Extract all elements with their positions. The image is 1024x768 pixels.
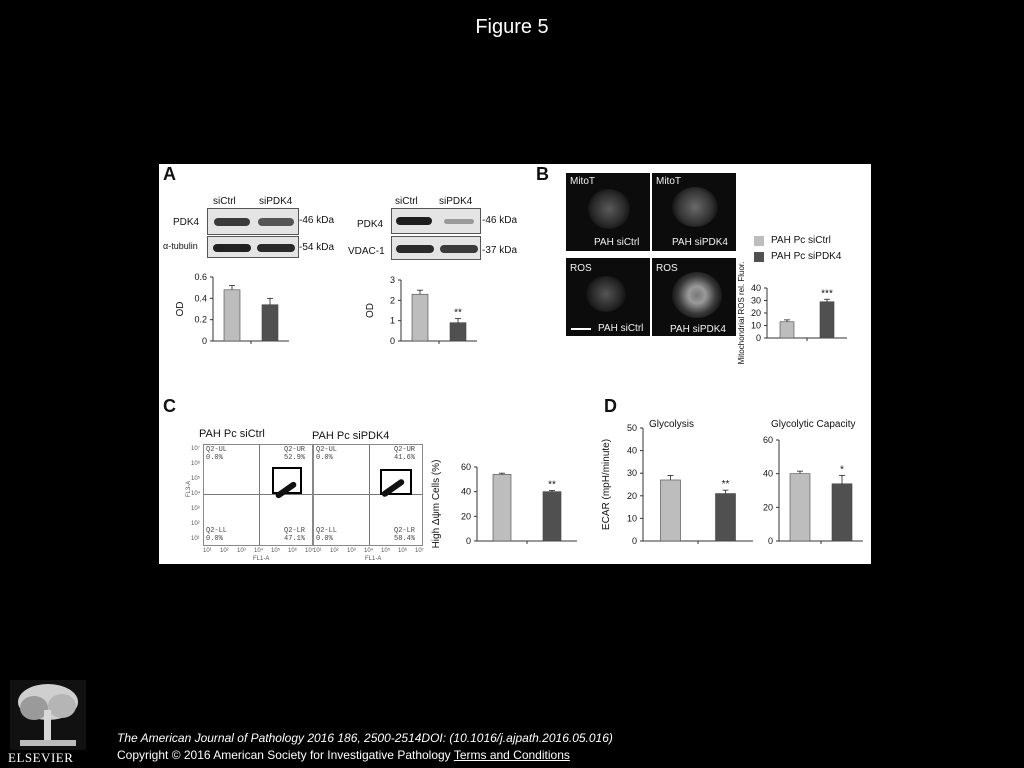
significance-label: ** <box>454 307 462 319</box>
micrograph-stain-label: MitoT <box>656 176 681 187</box>
facs-x-tick-label: 10⁷ <box>415 548 424 554</box>
y-tick-label: 20 <box>626 490 637 501</box>
panel-c-letter: C <box>163 396 176 416</box>
y-tick-label: 0 <box>767 536 773 546</box>
facs-y-tick-label: 10⁷ <box>191 446 200 452</box>
blot2-kda-label: -46 kDa <box>482 215 518 226</box>
quadrant-label-lr: Q2-LR 47.1% <box>284 527 306 543</box>
bar-chart-d2 <box>763 419 863 546</box>
bar <box>262 305 278 341</box>
facs-y-tick-label: 10⁴ <box>191 491 201 497</box>
micrograph-stain-label: ROS <box>570 263 592 274</box>
blot2-protein-label: PDK4 <box>357 219 384 230</box>
blot2-lane-label: siCtrl <box>395 196 418 207</box>
blot1-lane-label: siCtrl <box>213 196 236 207</box>
y-tick-label: 50 <box>626 423 637 433</box>
chart-title: Glycolytic Capacity <box>771 419 856 430</box>
blot1-protein-label: PDK4 <box>173 217 200 228</box>
bar <box>543 492 561 541</box>
quadrant-label-ur: Q2-UR 52.9% <box>284 446 306 462</box>
bar-charts-layer <box>159 164 871 564</box>
facs-x-tick-label: 10⁶ <box>398 548 408 554</box>
terms-link[interactable]: Terms and Conditions <box>453 748 570 762</box>
y-axis-label: OD <box>175 301 186 317</box>
blot2-lane-label: siPDK4 <box>439 196 473 207</box>
panel-d-letter: D <box>604 396 617 416</box>
micrograph-stain-label: ROS <box>656 263 678 274</box>
y-tick-label: 0 <box>465 536 471 546</box>
facs-x-tick-label: 10¹ <box>203 548 212 554</box>
y-tick-label: 40 <box>460 486 471 497</box>
y-tick-label: 1 <box>389 315 395 326</box>
blot1-kda-label: -54 kDa <box>299 242 335 253</box>
significance-label: *** <box>821 288 833 300</box>
facs-x-axis-label: FL1-A <box>253 556 270 562</box>
bar <box>412 294 428 341</box>
blot2-kda-label: -37 kDa <box>482 245 518 256</box>
facs-x-tick-label: 10² <box>220 548 229 554</box>
quadrant-label-ll: Q2-LL 0.0% <box>206 527 228 543</box>
bar <box>790 474 810 541</box>
quadrant-label-ur: Q2-UR 41.6% <box>394 446 416 462</box>
copyright-line <box>117 748 570 762</box>
micrograph-stain-label: MitoT <box>570 176 595 187</box>
y-tick-label: 0 <box>631 536 637 546</box>
quadrant-label-ul: Q2-UL 0.0% <box>316 446 338 462</box>
facs-x-tick-label: 10³ <box>237 548 246 554</box>
significance-label: ** <box>721 479 730 491</box>
y-tick-label: 40 <box>626 445 637 456</box>
y-tick-label: 60 <box>762 435 773 445</box>
y-tick-label: 10 <box>750 320 761 331</box>
legend-label: PAH Pc siPDK4 <box>771 251 842 262</box>
y-tick-label: 10 <box>626 513 637 524</box>
bar <box>493 474 511 541</box>
facs-x-tick-label: 10⁴ <box>364 548 374 554</box>
facs-x-tick-label: 10⁵ <box>381 548 391 554</box>
y-tick-label: 0 <box>755 333 761 343</box>
y-tick-label: 60 <box>460 462 471 472</box>
bar <box>832 484 852 541</box>
quadrant-label-ul: Q2-UL 0.0% <box>206 446 228 462</box>
quadrant-label-ll: Q2-LL 0.0% <box>316 527 338 543</box>
bar <box>716 494 736 541</box>
facs-y-tick-label: 10⁶ <box>191 461 201 467</box>
quadrant-label-lr: Q2-LR 58.4% <box>394 527 416 543</box>
y-tick-label: 0 <box>201 336 207 346</box>
y-tick-label: 0.2 <box>194 314 207 325</box>
panel-a-letter: A <box>163 164 176 184</box>
facs-x-tick-label: 10⁴ <box>254 548 264 554</box>
facs-plot-title: PAH Pc siPDK4 <box>312 430 390 442</box>
y-tick-label: 20 <box>460 511 471 522</box>
bar <box>780 322 794 338</box>
blot1-protein-label: α-tubulin <box>163 241 198 251</box>
bar <box>224 290 240 341</box>
y-tick-label: 2 <box>389 295 395 306</box>
copyright-text: Copyright © 2016 American Society for Investigative Pathology <box>117 748 451 762</box>
significance-label: * <box>840 464 844 476</box>
micrograph-condition-label: PAH siCtrl <box>598 323 644 334</box>
facs-x-tick-label: 10¹ <box>313 548 322 554</box>
facs-x-tick-label: 10² <box>330 548 339 554</box>
y-tick-label: 0.6 <box>194 272 207 282</box>
figure-panel <box>159 164 871 564</box>
elsevier-logo <box>10 680 86 764</box>
slide-title: Figure 5 <box>475 16 549 38</box>
facs-x-tick-label: 10³ <box>347 548 356 554</box>
y-tick-label: 20 <box>750 308 761 318</box>
facs-y-tick-label: 10³ <box>191 506 200 512</box>
legend-label: PAH Pc siCtrl <box>771 235 831 246</box>
facs-y-tick-label: 10¹ <box>191 536 200 542</box>
bar <box>450 323 466 341</box>
citation: The American Journal of Pathology 2016 186, 2500-2514DOI: (10.1016/j.ajpath.2016.05.016) <box>117 731 613 745</box>
facs-x-tick-label: 10⁷ <box>305 548 314 554</box>
y-tick-label: 30 <box>750 295 761 306</box>
y-axis-label: Mitochondrial ROS rel. Fluor. <box>737 261 746 365</box>
facs-x-axis-label: FL1-A <box>365 556 382 562</box>
facs-plot-title: PAH Pc siCtrl <box>199 428 265 440</box>
micrograph-condition-label: PAH siPDK4 <box>672 237 728 248</box>
y-tick-label: 30 <box>626 468 637 479</box>
significance-label: ** <box>548 479 556 491</box>
blot1-kda-label: -46 kDa <box>299 215 335 226</box>
citation-text <box>117 731 613 745</box>
blot1-lane-label: siPDK4 <box>259 196 293 207</box>
bar-chart-b <box>737 262 847 365</box>
bar <box>820 302 834 338</box>
bar-chart-d1 <box>601 419 753 546</box>
y-axis-label: OD <box>365 303 376 318</box>
bar <box>661 480 681 541</box>
bar-chart-a1 <box>175 272 289 346</box>
blot2-protein-label: VDAC-1 <box>348 246 385 257</box>
y-tick-label: 0 <box>389 336 395 346</box>
y-tick-label: 40 <box>762 468 773 479</box>
facs-x-tick-label: 10⁶ <box>288 548 298 554</box>
facs-x-tick-label: 10⁵ <box>271 548 281 554</box>
facs-y-tick-label: 10⁵ <box>191 476 201 482</box>
facs-y-tick-label: 10² <box>191 521 200 527</box>
elsevier-tree-icon <box>10 680 86 750</box>
bar-chart-c <box>431 460 577 549</box>
panel-b-letter: B <box>536 164 549 184</box>
elsevier-wordmark: ELSEVIER <box>8 750 74 765</box>
micrograph-condition-label: PAH siCtrl <box>594 237 640 248</box>
bar-chart-a2 <box>365 275 477 346</box>
y-tick-label: 20 <box>762 502 773 513</box>
chart-title: Glycolysis <box>649 419 695 430</box>
y-tick-label: 3 <box>389 275 395 285</box>
y-axis-label: ECAR (mpH/minute) <box>601 438 612 531</box>
y-axis-label: High Δψm Cells (%) <box>431 459 442 549</box>
y-tick-label: 0.4 <box>194 293 207 304</box>
facs-y-axis-label: FL3-A <box>186 480 193 498</box>
y-tick-label: 40 <box>750 283 761 293</box>
micrograph-condition-label: PAH siPDK4 <box>670 324 726 335</box>
